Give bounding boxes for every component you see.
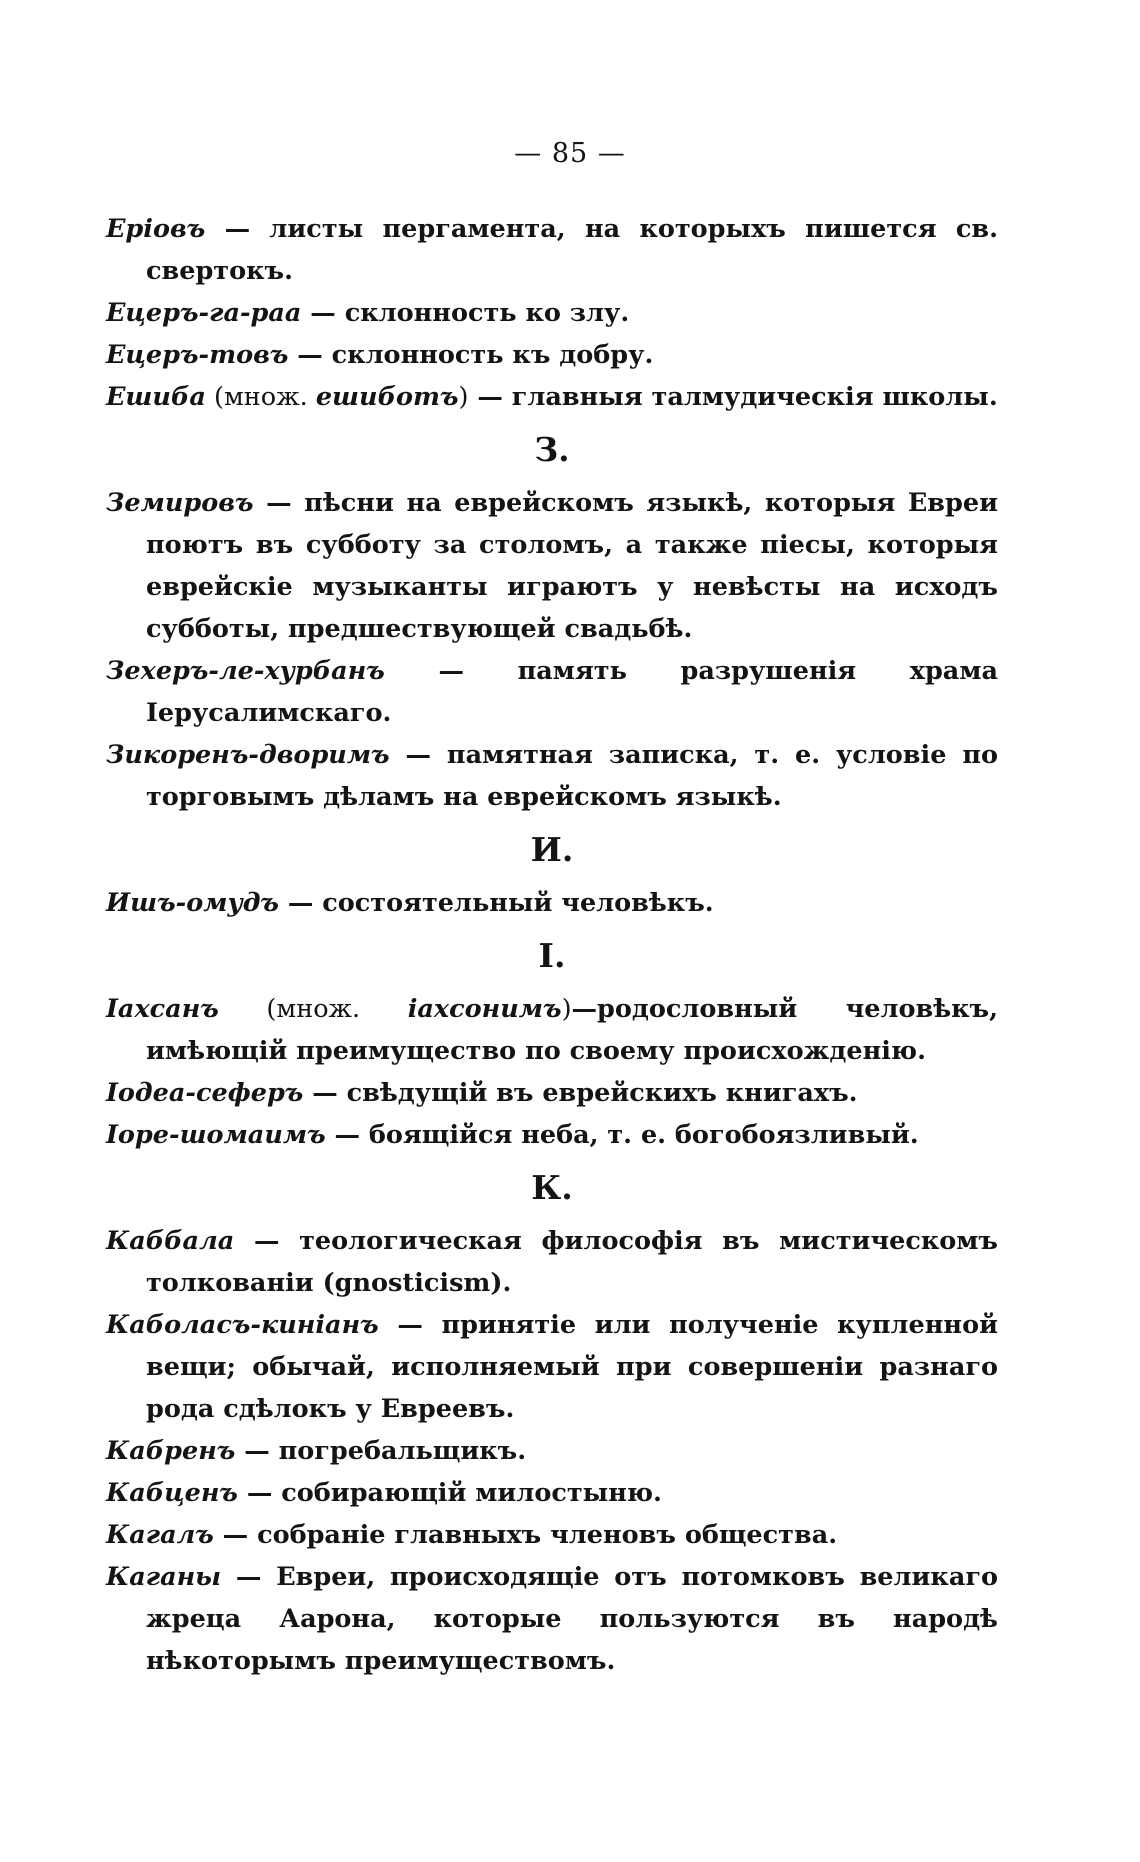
entry-dash: — xyxy=(213,1520,258,1550)
entry-definition: главныя талмудическiя школы. xyxy=(511,382,998,412)
entry-definition: боящiйся неба, т. е. богобоязливый. xyxy=(368,1120,919,1150)
entry-plural-term: iахсонимъ xyxy=(407,994,562,1024)
entry-term: Зехеръ-ле-хурбанъ xyxy=(106,656,385,686)
entry-definition: родословный человѣкъ, имѣющiй преимущество по своему происхожденiю. xyxy=(146,994,998,1066)
entry-term: Ерiовъ xyxy=(106,214,206,244)
glossary-entry xyxy=(106,1114,998,1156)
glossary-entry xyxy=(106,208,998,292)
entry-plural-term: ешиботъ xyxy=(315,382,459,412)
entry-definition: погребальщикъ. xyxy=(278,1436,527,1466)
entry-plural-prefix: (множ. xyxy=(218,994,408,1024)
entry-dash: — xyxy=(378,1310,442,1340)
entry-dash: — xyxy=(205,214,270,244)
entry-dash: — xyxy=(234,1226,300,1256)
glossary-entry xyxy=(106,650,998,734)
glossary-entry xyxy=(106,988,998,1072)
glossary-section xyxy=(106,818,998,924)
entry-term: Каббала xyxy=(106,1226,235,1256)
entry-definition: состоятельный человѣкъ. xyxy=(322,888,714,918)
entry-dash: — xyxy=(235,1436,279,1466)
entry-definition: собранiе главныхъ членовъ общества. xyxy=(257,1520,838,1550)
glossary-entry xyxy=(106,1556,998,1682)
entry-term: Iодеа-сеферъ xyxy=(106,1078,304,1108)
glossary-section xyxy=(106,924,998,1156)
glossary-entry xyxy=(106,1472,998,1514)
glossary-body xyxy=(106,208,998,1682)
glossary-entry xyxy=(106,1220,998,1304)
section-letter-heading: З. xyxy=(534,430,570,469)
entry-term: Ецеръ-га-раа xyxy=(106,298,302,328)
entry-term: Ешиба xyxy=(106,382,206,412)
entry-term: Iоре-шомаимъ xyxy=(106,1120,326,1150)
entry-definition: памятная записка, т. е. условiе по торговымъ дѣламъ на еврейскомъ языкѣ. xyxy=(146,740,998,812)
entry-dash: — xyxy=(278,888,323,918)
entry-definition: Евреи, происходящiе отъ потомковъ великаго жреца Аарона, которые пользуются въ народѣ нѣкоторымъ преимуществомъ. xyxy=(146,1562,998,1676)
entry-dash: — xyxy=(253,488,305,518)
entry-dash: — xyxy=(384,656,518,686)
entry-dash: — xyxy=(571,994,598,1024)
entry-dash: — xyxy=(468,382,512,412)
entry-term: Ишъ-омудъ xyxy=(106,888,279,918)
entry-term: Кагалъ xyxy=(106,1520,214,1550)
entry-term: Каболасъ-кинiанъ xyxy=(106,1310,379,1340)
entry-definition: принятiе или полученiе купленной вещи; обычай, исполняемый при совершенiи разнаго рода сдѣлокъ у Евреевъ. xyxy=(146,1310,998,1424)
entry-term: Кабренъ xyxy=(106,1436,236,1466)
glossary-section xyxy=(106,418,998,818)
entry-term: Кабценъ xyxy=(106,1478,238,1508)
section-letter-heading: И. xyxy=(530,830,574,869)
entry-definition: теологическая философiя въ мистическомъ толкованiи (gnosticism). xyxy=(146,1226,998,1298)
entry-plural-prefix: (множ. xyxy=(205,382,316,412)
entry-definition: склонность ко злу. xyxy=(344,298,630,328)
entry-dash: — xyxy=(325,1120,369,1150)
glossary-entry xyxy=(106,482,998,650)
glossary-entry xyxy=(106,292,998,334)
entry-plural-suffix: ) xyxy=(458,382,469,412)
entry-plural-suffix: ) xyxy=(561,994,572,1024)
entry-term: Каганы xyxy=(106,1562,222,1592)
glossary-entry xyxy=(106,334,998,376)
glossary-section xyxy=(106,1156,998,1682)
page-number: — 85 — xyxy=(514,138,626,169)
entry-definition: собирающiй милостыню. xyxy=(281,1478,662,1508)
entry-term: Ецеръ-товъ xyxy=(106,340,289,370)
entry-dash: — xyxy=(389,740,447,770)
glossary-entry xyxy=(106,734,998,818)
entry-dash: — xyxy=(237,1478,282,1508)
entry-definition: склонность къ добру. xyxy=(331,340,654,370)
entry-dash: — xyxy=(303,1078,347,1108)
entry-term: Земировъ xyxy=(106,488,254,518)
glossary-entry xyxy=(106,376,998,418)
entry-term: Зикоренъ-дворимъ xyxy=(106,740,390,770)
entry-definition: память разрушенiя храма Iерусалимскаго. xyxy=(146,656,998,728)
glossary-entry xyxy=(106,1072,998,1114)
glossary-entry xyxy=(106,1514,998,1556)
glossary-entry xyxy=(106,882,998,924)
section-letter-heading: К. xyxy=(531,1168,573,1207)
entry-definition: пѣсни на еврейскомъ языкѣ, которыя Евреи поютъ въ субботу за столомъ, а также пiесы, которыя еврейскiе музыканты играютъ у невѣсты на исходъ субботы, предшествующей свадьбѣ. xyxy=(146,488,998,644)
glossary-entry xyxy=(106,1304,998,1430)
section-letter-heading: I. xyxy=(538,936,566,975)
entry-definition: листы пергамента, на которыхъ пишется св. свертокъ. xyxy=(146,214,998,286)
glossary-section xyxy=(106,208,998,418)
entry-dash: — xyxy=(301,298,345,328)
entry-definition: свѣдущiй въ еврейскихъ книгахъ. xyxy=(346,1078,858,1108)
entry-dash: — xyxy=(221,1562,277,1592)
entry-term: Iахсанъ xyxy=(106,994,219,1024)
glossary-entry xyxy=(106,1430,998,1472)
entry-dash: — xyxy=(288,340,332,370)
